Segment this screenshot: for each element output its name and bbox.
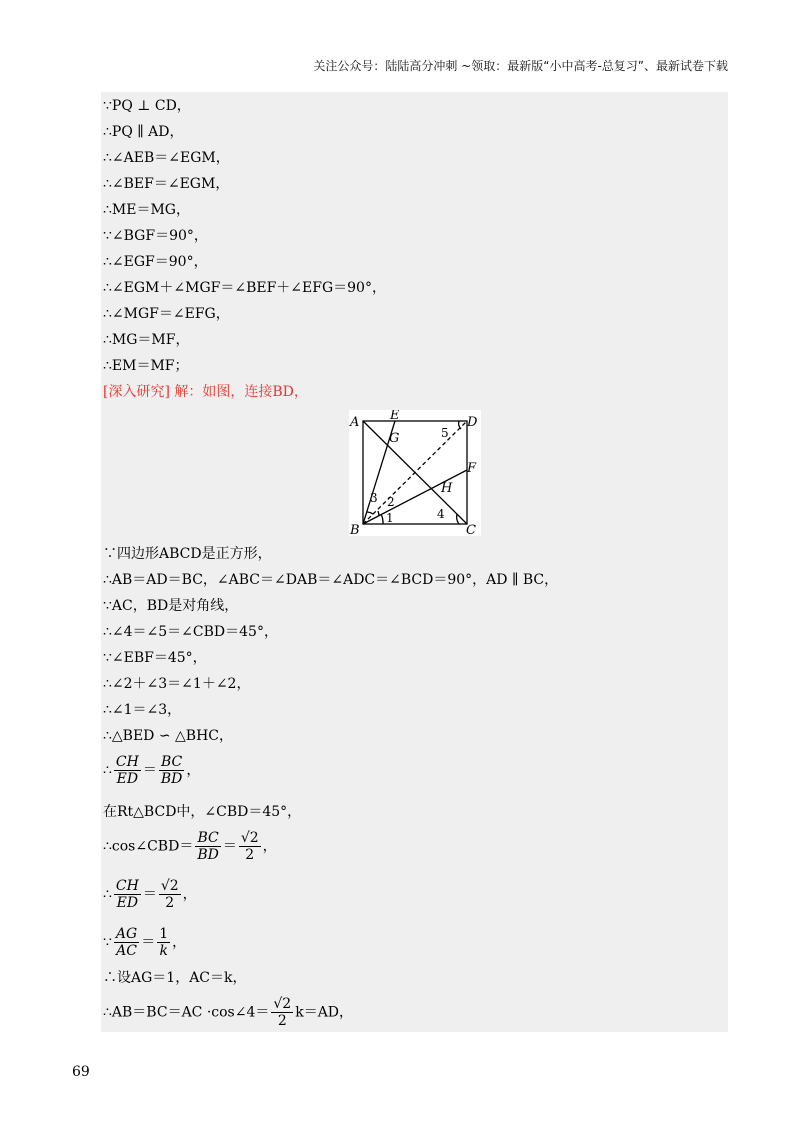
fraction <box>271 996 293 1029</box>
numerator: CH <box>115 878 139 894</box>
equals-sign: ＝ <box>141 934 156 951</box>
proof-line: ∵∠BGF＝90°， <box>103 228 208 244</box>
label-g: G <box>389 431 400 446</box>
proof-line: ∴∠MGF＝∠EFG， <box>103 306 230 322</box>
denominator: 2 <box>245 847 255 863</box>
fraction-line <box>103 878 197 911</box>
proof-line: ∵∠EBF＝45°， <box>103 650 207 666</box>
fraction <box>159 754 185 787</box>
proof-line: ∴∠AEB＝∠EGM， <box>103 150 230 166</box>
proof-line: ∴∠EGF＝90°， <box>103 254 208 270</box>
square-figure <box>349 410 481 536</box>
proof-line: ∴∠2＋∠3＝∠1＋∠2， <box>103 676 251 692</box>
numerator: BC <box>195 830 221 847</box>
numerator: AG <box>115 926 138 942</box>
numerator: CH <box>115 754 139 770</box>
fraction <box>157 926 170 959</box>
fraction-line <box>103 754 200 787</box>
numerator: √2 <box>240 830 259 846</box>
denominator: BD <box>197 847 219 863</box>
proof-line: ∴MG＝MF， <box>103 332 190 348</box>
denominator: ED <box>116 895 139 911</box>
equals-sign: ＝ <box>142 886 157 903</box>
denominator: ED <box>116 771 139 787</box>
proof-line: ∴AB＝AD＝BC，∠ABC＝∠DAB＝∠ADC＝∠BCD＝90°，AD ∥ BC， <box>103 572 559 588</box>
fraction-prefix: ∴AB＝BC＝AC ·cos∠4＝ <box>103 1004 270 1021</box>
angle-arc-5 <box>459 421 461 429</box>
label-angle-5: 5 <box>441 426 449 440</box>
fraction <box>114 926 139 959</box>
angle-arc-1 <box>381 514 383 524</box>
fraction-suffix: ， <box>172 934 187 951</box>
fraction-suffix: ， <box>262 838 277 855</box>
numerator: BC <box>159 754 185 771</box>
proof-line: ∴∠1＝∠3， <box>103 702 182 718</box>
denominator: 2 <box>165 895 175 911</box>
proof-line: ∴设AG＝1，AC＝k， <box>103 970 247 986</box>
denominator: AC <box>116 943 137 959</box>
proof-line: ∴EM＝MF； <box>103 358 189 374</box>
fraction-line <box>103 926 186 959</box>
numerator: √2 <box>273 996 292 1012</box>
fraction-line <box>103 996 353 1029</box>
angle-arc-3 <box>367 512 373 514</box>
fraction <box>195 830 221 863</box>
equals-sign: ＝ <box>222 838 237 855</box>
proof-line: ∴∠BEF＝∠EGM， <box>103 176 230 192</box>
proof-line: ∴△BED ∽ △BHC， <box>103 728 234 744</box>
fraction-prefix: ∴cos∠CBD＝ <box>103 838 194 855</box>
fraction-line <box>103 830 277 863</box>
fraction <box>239 830 261 863</box>
label-h: H <box>441 481 453 496</box>
fraction <box>114 754 141 787</box>
proof-line: ∴PQ ∥ AD， <box>103 124 184 140</box>
fraction-suffix: k＝AD， <box>295 1004 354 1021</box>
section-heading: [深入研究] 解：如图，连接BD， <box>103 384 308 400</box>
angle-arc-2 <box>378 511 379 516</box>
fraction-prefix: ∴ <box>103 886 112 903</box>
proof-line: ∵PQ ⊥ CD， <box>103 98 191 114</box>
denominator: BD <box>160 771 183 787</box>
proof-line: ∴ME＝MG， <box>103 202 190 218</box>
label-a: A <box>350 415 360 430</box>
numerator: 1 <box>159 926 169 942</box>
fraction <box>114 878 141 911</box>
label-angle-2: 2 <box>387 495 395 509</box>
label-d: D <box>467 415 478 430</box>
equals-sign: ＝ <box>142 762 157 779</box>
label-f: F <box>467 461 477 476</box>
proof-line: ∵四边形ABCD是正方形， <box>103 546 272 562</box>
label-angle-4: 4 <box>437 507 445 521</box>
proof-line: ∴∠EGM＋∠MGF＝∠BEF＋∠EFG＝90°， <box>103 280 386 296</box>
proof-line: ∴∠4＝∠5＝∠CBD＝45°， <box>103 624 278 640</box>
page-header: 关注公众号：陆陆高分冲刺 ~领取：最新版“小中高考-总复习”、最新试卷下载 <box>313 59 728 73</box>
proof-line: 在Rt△BCD中，∠CBD＝45°， <box>103 804 302 820</box>
proof-line: ∵AC，BD是对角线， <box>103 598 239 614</box>
denominator: 2 <box>277 1013 287 1029</box>
fraction-suffix: ， <box>182 886 197 903</box>
fraction-prefix: ∵ <box>103 934 112 951</box>
page-number: 69 <box>72 1064 90 1080</box>
label-e: E <box>390 410 400 423</box>
solution-block <box>101 92 728 1032</box>
label-angle-3: 3 <box>370 491 378 505</box>
fraction-suffix: ， <box>186 762 201 779</box>
label-c: C <box>466 523 476 536</box>
label-angle-1: 1 <box>386 511 394 525</box>
label-b: B <box>350 523 360 536</box>
denominator: k <box>159 943 168 959</box>
numerator: √2 <box>160 878 179 894</box>
fraction-prefix: ∴ <box>103 762 112 779</box>
fraction <box>159 878 181 911</box>
